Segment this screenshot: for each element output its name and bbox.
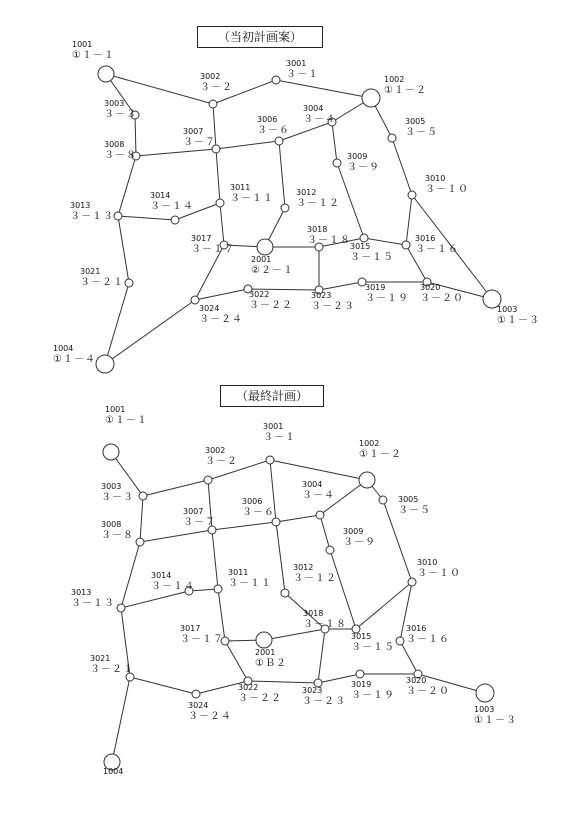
bottom-node-3019 [356,670,364,678]
top-node-code-1001: 1001 [72,40,93,49]
top-node-name-3016: ３－１６ [415,244,459,255]
bottom-edge-2001-3018 [264,629,325,640]
bottom-edge-3021-1004 [112,677,130,762]
top-node-code-3022: 3022 [249,290,270,299]
top-node-code-3011: 3011 [230,183,251,192]
top-node-code-3019: 3019 [365,283,386,292]
top-node-code-3024: 3024 [199,304,220,313]
top-node-code-3009: 3009 [347,152,368,161]
bottom-node-1001 [103,444,119,460]
top-node-name-3015: ３－１５ [350,252,394,263]
bottom-node-code-3005: 3005 [398,495,419,504]
top-node-code-2001: 2001 [251,255,272,264]
top-node-code-3021: 3021 [80,267,101,276]
bottom-edge-3022-3023 [248,681,318,683]
bottom-edge-3007-3006 [212,522,276,530]
bottom-node-code-3010: 3010 [417,558,438,567]
bottom-node-name-3017: ３－１７ [180,634,224,645]
title-initial-plan: （当初計画案） [197,26,323,48]
bottom-node-code-3008: 3008 [101,520,122,529]
top-node-name-3007: ３－７ [183,137,216,148]
initial-plan-network [53,40,540,373]
top-node-name-3005: ３－５ [405,127,438,138]
bottom-node-code-3021: 3021 [90,654,111,663]
top-edge-3013-3014 [118,216,175,220]
bottom-node-code-3017: 3017 [180,624,201,633]
bottom-node-name-3010: ３－１０ [417,568,461,579]
bottom-node-3013 [117,604,125,612]
top-node-name-3010: ３－１０ [425,184,469,195]
bottom-node-name-3020: ３－２０ [406,686,450,697]
bottom-node-code-3002: 3002 [205,446,226,455]
bottom-nodes [103,444,494,770]
top-edge-3009-3015 [337,163,364,238]
top-node-name-2001: ②２－１ [251,265,294,276]
bottom-node-code-3009: 3009 [343,527,364,536]
top-node-name-3017: ３－１７ [191,244,235,255]
top-node-name-3014: ３－１４ [150,201,194,212]
bottom-node-code-1001: 1001 [105,405,126,414]
top-node-name-3013: ３－１３ [70,211,114,222]
bottom-node-code-2001: 2001 [255,648,276,657]
bottom-node-name-3016: ３－１６ [406,634,450,645]
top-node-name-1004: ①１－４ [53,354,96,365]
top-node-code-3012: 3012 [296,188,317,197]
bottom-node-code-3020: 3020 [406,676,427,685]
bottom-node-code-3011: 3011 [228,568,249,577]
bottom-node-code-3004: 3004 [302,480,323,489]
bottom-node-name-1002: ①１－２ [359,449,402,460]
bottom-node-name-3013: ３－１３ [71,598,115,609]
bottom-node-code-3007: 3007 [183,507,204,516]
bottom-node-name-3012: ３－１２ [293,573,337,584]
top-node-1004 [96,355,114,373]
bottom-node-3004 [316,511,324,519]
top-node-3016 [402,241,410,249]
bottom-node-name-3004: ３－４ [302,490,335,501]
top-node-code-1004: 1004 [53,344,74,353]
top-node-code-3003: 3003 [104,99,125,108]
bottom-edge-3021-3024 [130,677,196,694]
top-node-3011 [216,199,224,207]
top-node-3015 [360,234,368,242]
bottom-edge-3017-3022 [225,641,248,681]
top-node-3001 [272,76,280,84]
bottom-edge-3016-3020 [400,641,418,674]
bottom-edge-3008-3007 [140,530,212,542]
top-edge-3008-3013 [118,156,136,216]
bottom-node-name-3014: ３－１４ [151,581,195,592]
top-edges [105,74,492,364]
bottom-node-name-3002: ３－２ [205,456,238,467]
top-node-1001 [98,66,114,82]
bottom-labels [71,405,517,776]
bottom-node-code-3015: 3015 [351,632,372,641]
bottom-node-name-3001: ３－１ [263,432,296,443]
top-node-code-3018: 3018 [307,225,328,234]
bottom-node-name-2001: ①Ｂ２ [255,658,287,669]
top-node-2001 [257,239,273,255]
top-node-code-3016: 3016 [415,234,436,243]
top-node-code-3023: 3023 [311,291,332,300]
bottom-node-3009 [326,546,334,554]
top-node-code-3010: 3010 [425,174,446,183]
bottom-node-3016 [396,637,404,645]
bottom-node-name-3015: ３－１５ [351,642,395,653]
top-node-name-3023: ３－２３ [311,301,355,312]
top-edge-3006-3012 [279,141,285,208]
top-edge-1004-3024 [105,300,195,364]
bottom-node-name-3005: ３－５ [398,505,431,516]
bottom-node-name-3023: ３－２３ [302,696,346,707]
top-node-code-3004: 3004 [303,104,324,113]
bottom-node-name-1001: ①１－１ [105,415,148,426]
bottom-edge-3008-3013 [121,542,140,608]
top-node-3010 [408,191,416,199]
bottom-node-code-1002: 1002 [359,439,380,448]
bottom-node-name-3024: ３－２４ [188,711,232,722]
bottom-node-code-3003: 3003 [101,482,122,491]
bottom-node-3010 [408,578,416,586]
top-node-code-3007: 3007 [183,127,204,136]
top-node-3021 [125,279,133,287]
bottom-node-3001 [266,456,274,464]
bottom-node-name-3022: ３－２２ [238,693,282,704]
bottom-node-3002 [204,476,212,484]
bottom-node-1003 [476,684,494,702]
top-edge-3005-3010 [392,138,412,195]
top-node-3006 [275,137,283,145]
title-final-plan: （最終計画） [220,385,324,407]
bottom-node-3024 [192,690,200,698]
top-node-name-1002: ①１－２ [384,85,427,96]
bottom-node-3003 [139,492,147,500]
bottom-node-3006 [272,518,280,526]
bottom-node-code-1004: 1004 [103,767,124,776]
top-node-3009 [333,159,341,167]
bottom-node-code-3023: 3023 [302,686,323,695]
top-edge-3007-3006 [216,141,279,149]
bottom-edge-3006-3012 [276,522,285,593]
top-node-name-3019: ３－１９ [365,293,409,304]
top-node-name-3022: ３－２２ [249,300,293,311]
bottom-node-code-3014: 3014 [151,571,172,580]
bottom-edge-3004-3009 [320,515,330,550]
top-node-3014 [171,216,179,224]
bottom-edge-3007-3011 [212,530,218,589]
top-node-code-3005: 3005 [405,117,426,126]
top-node-code-1003: 1003 [497,305,518,314]
top-node-name-3006: ３－６ [257,125,290,136]
bottom-node-code-3013: 3013 [71,588,92,597]
top-node-3002 [209,100,217,108]
top-edge-3007-3011 [216,149,220,203]
bottom-node-code-3012: 3012 [293,563,314,572]
top-node-code-1002: 1002 [384,75,405,84]
final-plan-network [71,405,517,776]
bottom-node-1002 [359,472,375,488]
top-node-3024 [191,296,199,304]
bottom-edge-3013-3014 [121,591,189,608]
top-node-code-3006: 3006 [257,115,278,124]
top-node-name-3003: ３－３ [104,109,137,120]
top-edge-3008-3007 [136,149,216,156]
bottom-node-code-3024: 3024 [188,701,209,710]
top-edge-3013-3021 [118,216,129,283]
bottom-node-code-3006: 3006 [242,497,263,506]
bottom-node-name-1003: ①１－３ [474,715,517,726]
bottom-node-code-3016: 3016 [406,624,427,633]
bottom-node-3011 [214,585,222,593]
top-node-name-3020: ３－２０ [420,293,464,304]
top-node-name-3024: ３－２４ [199,314,243,325]
bottom-node-code-1003: 1003 [474,705,495,714]
top-node-1002 [362,89,380,107]
top-node-code-3014: 3014 [150,191,171,200]
bottom-edge-3006-3004 [276,515,320,522]
top-node-name-3008: ３－８ [104,150,137,161]
top-node-code-3008: 3008 [104,140,125,149]
top-node-name-3012: ３－１２ [296,198,340,209]
bottom-node-3008 [136,538,144,546]
bottom-node-code-3001: 3001 [263,422,284,431]
top-node-name-3004: ３－４ [303,114,336,125]
top-node-name-3002: ３－２ [200,82,233,93]
top-edge-3010-3016 [406,195,412,245]
bottom-node-name-3003: ３－３ [101,492,134,503]
top-node-name-3001: ３－１ [286,69,319,80]
top-edge-3001-1002 [276,80,371,98]
bottom-node-name-3019: ３－１９ [351,690,395,701]
top-node-code-3017: 3017 [191,234,212,243]
bottom-node-name-3008: ３－８ [101,530,134,541]
top-edge-3021-1004 [105,283,129,364]
top-node-3013 [114,212,122,220]
bottom-node-code-3019: 3019 [351,680,372,689]
bottom-edge-3003-3002 [143,480,208,496]
bottom-node-3012 [281,589,289,597]
bottom-node-code-3022: 3022 [238,683,259,692]
top-edge-3023-3019 [319,282,362,290]
top-node-code-3020: 3020 [420,283,441,292]
top-node-name-1001: ①１－１ [72,50,115,61]
top-node-name-1003: ①１－３ [497,315,540,326]
bottom-node-2001 [256,632,272,648]
top-node-code-3013: 3013 [70,201,91,210]
top-node-3012 [281,204,289,212]
bottom-node-name-3021: ３－２１ [90,664,134,675]
top-node-name-3011: ３－１１ [230,193,274,204]
top-node-code-3001: 3001 [286,59,307,68]
bottom-node-name-3011: ３－１１ [228,578,272,589]
bottom-edge-3018-3023 [318,629,325,683]
bottom-node-name-3009: ３－９ [343,537,376,548]
bottom-node-name-3006: ３－６ [242,507,275,518]
bottom-edges [111,452,485,762]
top-node-name-3018: ３－１８ [307,235,351,246]
bottom-node-name-3007: ３－７ [183,517,216,528]
top-labels [53,40,540,365]
bottom-node-3005 [379,496,387,504]
bottom-edge-3009-3015 [330,550,356,629]
top-edge-3024-3022 [195,289,248,300]
top-node-code-3002: 3002 [200,72,221,81]
top-edge-3004-3009 [332,122,337,163]
bottom-node-name-3018: ３－１８ [303,619,347,630]
bottom-node-code-3018: 3018 [303,609,324,618]
top-edge-3011-3017 [220,203,224,245]
top-node-code-3015: 3015 [350,242,371,251]
top-node-name-3021: ３－２１ [80,277,124,288]
top-node-3005 [388,134,396,142]
top-node-name-3009: ３－９ [347,162,380,173]
bottom-edge-3001-1002 [270,460,367,480]
bottom-edge-3003-3008 [140,496,143,542]
